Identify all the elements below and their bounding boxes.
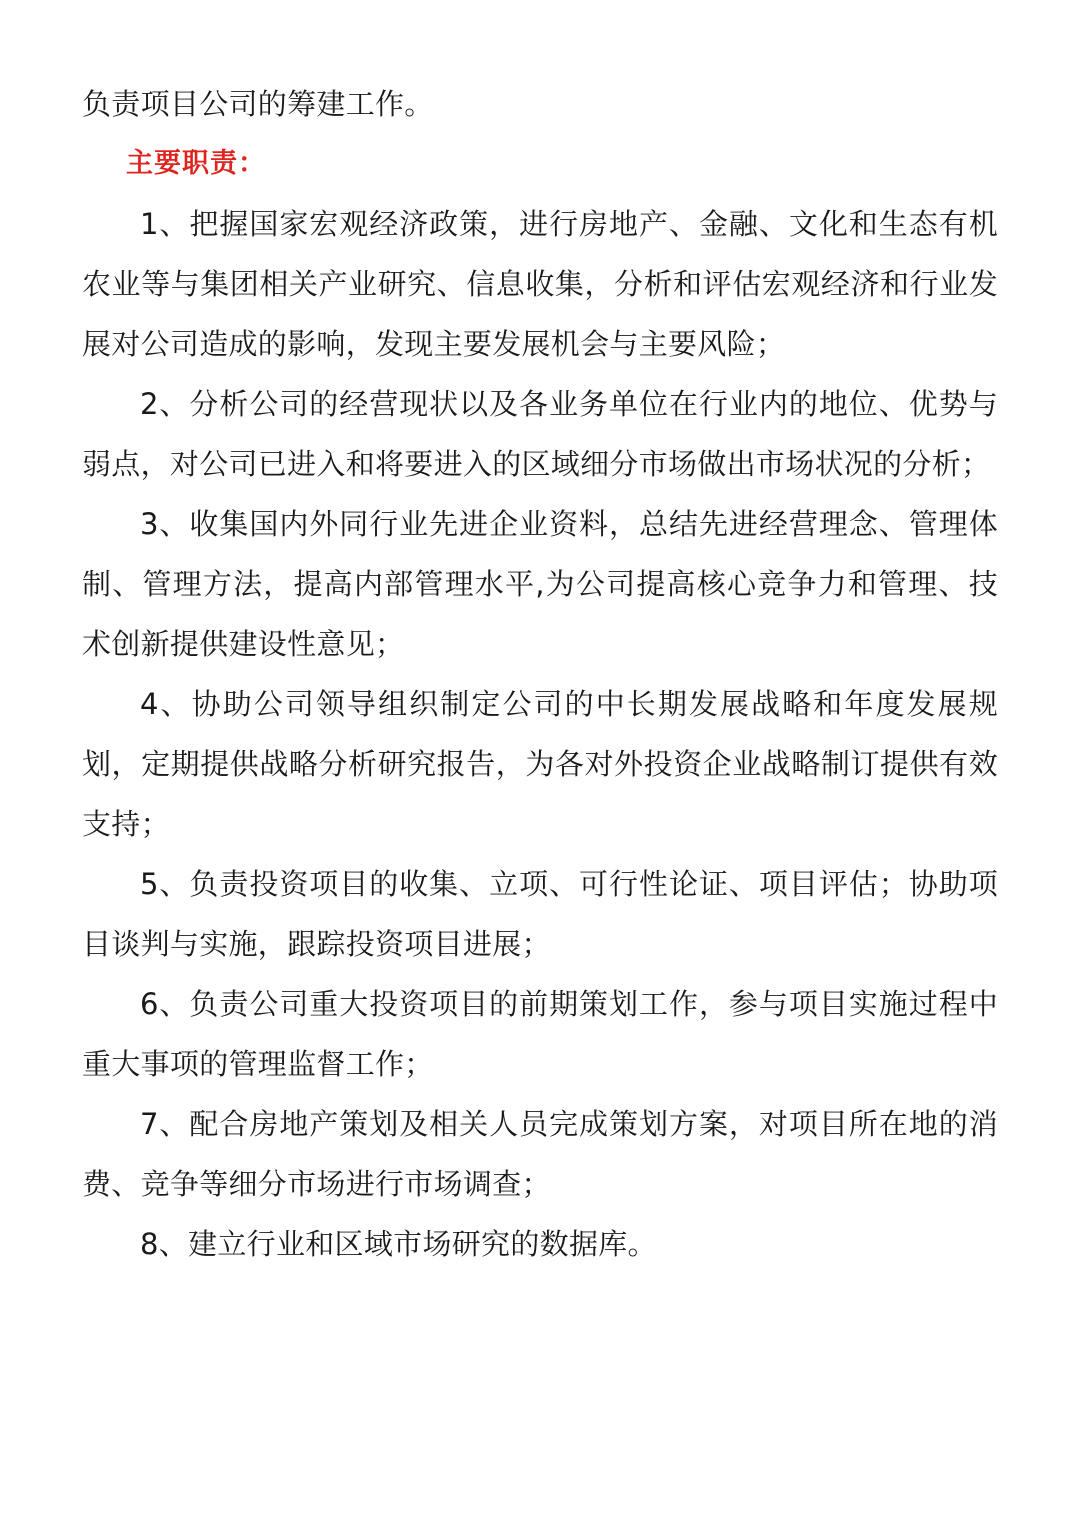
duty-item-8: 8、建立行业和区域市场研究的数据库。 [140,1227,657,1261]
duty-item-3: 3、收集国内外同行业先进企业资料，总结先进经营理念、管理体制、管理方法，提高内部管理水平,为公司提高核心竞争力和管理、技术创新提供建设性意见； [82,507,998,661]
duty-item-7: 7、配合房地产策划及相关人员完成策划方案，对项目所在地的消费、竞争等细分市场进行市场调查； [82,1107,998,1201]
intro-text: 负责项目公司的筹建工作。 [82,87,434,121]
duty-item-2: 2、分析公司的经营现状以及各业务单位在行业内的地位、优势与弱点，对公司已进入和将要进入的区域细分市场做出市场状况的分析； [82,387,998,481]
document-page [82,74,998,1274]
duty-item-4: 4、协助公司领导组织制定公司的中长期发展战略和年度发展规划，定期提供战略分析研究报告，为各对外投资企业战略制订提供有效支持； [82,687,998,841]
duty-item-6: 6、负责公司重大投资项目的前期策划工作，参与项目实施过程中重大事项的管理监督工作； [82,987,998,1081]
duty-item-5: 5、负责投资项目的收集、立项、可行性论证、项目评估；协助项目谈判与实施，跟踪投资项目进展； [82,867,998,961]
duty-item-1: 1、把握国家宏观经济政策，进行房地产、金融、文化和生态有机农业等与集团相关产业研究、信息收集，分析和评估宏观经济和行业发展对公司造成的影响，发现主要发展机会与主要风险； [82,207,998,361]
section-heading: 主要职责： [126,148,266,179]
